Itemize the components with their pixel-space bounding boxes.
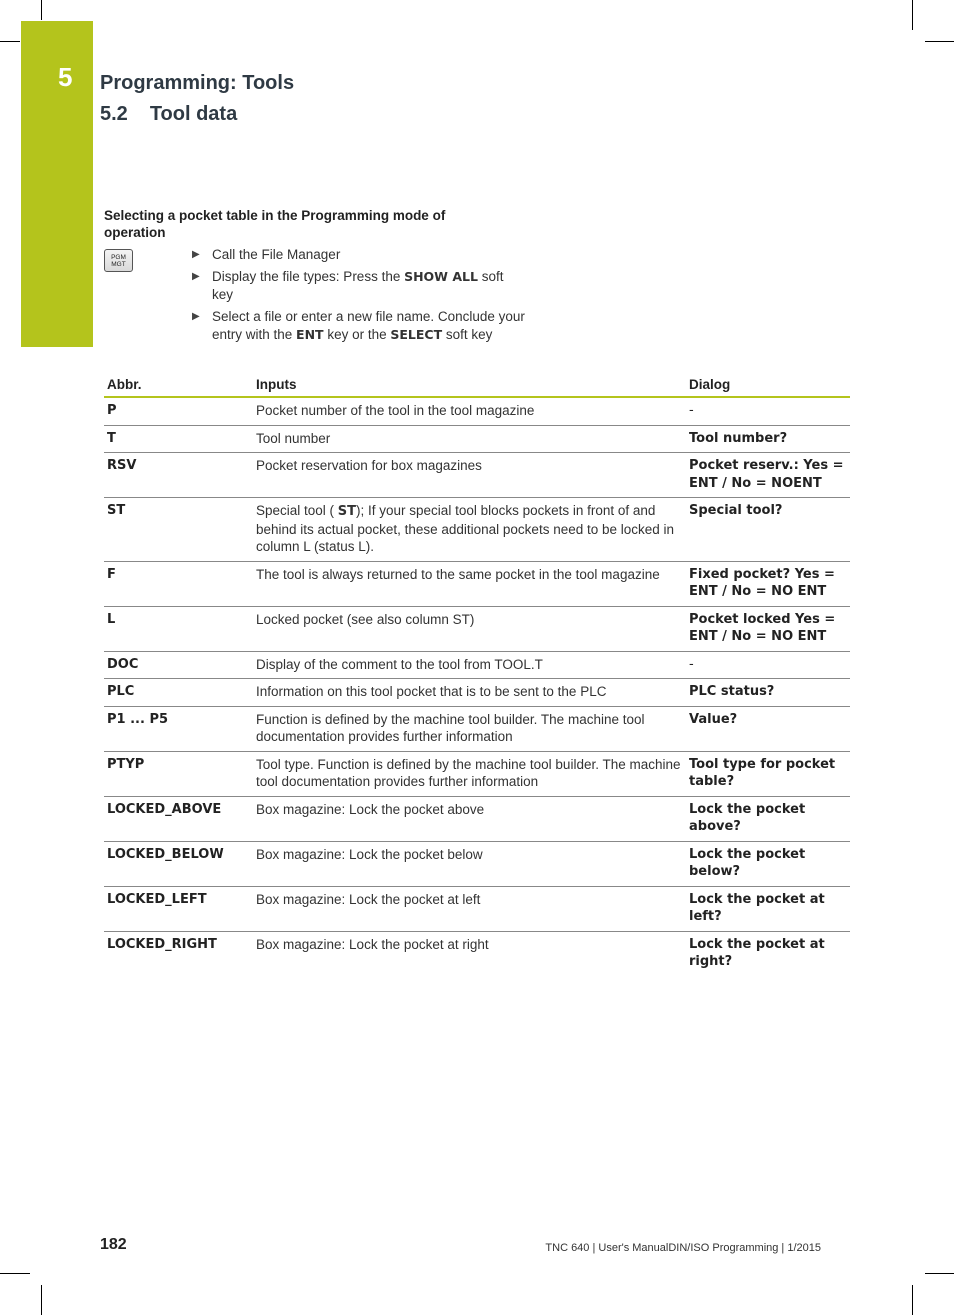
cell-abbr: LOCKED_LEFT: [104, 886, 253, 931]
cell-abbr: ST: [104, 498, 253, 562]
table-row: [104, 397, 850, 425]
table-row: [104, 425, 850, 453]
step-text: soft key: [212, 269, 504, 302]
cell-abbr: LOCKED_BELOW: [104, 841, 253, 886]
cell-dialog: -: [686, 651, 850, 679]
step-list: [192, 246, 527, 348]
table-row: [104, 841, 850, 886]
cell-dialog: Lock the pocket at right?: [689, 936, 825, 969]
crop-mark: [0, 41, 20, 42]
cell-abbr: RSV: [104, 453, 253, 498]
page-number: 182: [100, 1236, 127, 1253]
step-item: [192, 246, 527, 264]
cell-inputs: Function is defined by the machine tool builder. The machine tool documentation provides further information: [253, 706, 686, 751]
cell-dialog: -: [686, 397, 850, 425]
softkey-name: SELECT: [390, 327, 443, 342]
arrow-right-icon: ▶: [192, 271, 200, 282]
step-text: key or the: [323, 327, 391, 342]
crop-mark: [925, 41, 954, 42]
cell-dialog: Special tool?: [686, 498, 850, 562]
table-row: [104, 751, 850, 796]
cell-text: Special tool (: [256, 503, 338, 518]
table-row: [104, 886, 850, 931]
softkey-name: SHOW ALL: [404, 269, 478, 284]
arrow-right-icon: ▶: [192, 249, 200, 260]
cell-inputs: Tool type. Function is defined by the machine tool builder. The machine tool documentation provides further information: [253, 751, 686, 796]
cell-dialog: Tool type for pocket table?: [686, 751, 850, 796]
cell-dialog: Fixed pocket? Yes = ENT / No = NO ENT: [686, 561, 850, 606]
cell-inputs: Tool number: [253, 425, 686, 453]
key-name: ENT: [296, 327, 324, 342]
table-header-row: [104, 373, 850, 397]
section-title: Tool data: [149, 103, 238, 125]
cell-inputs: Box magazine: Lock the pocket above: [253, 796, 686, 841]
cell-inputs: The tool is always returned to the same pocket in the tool magazine: [253, 561, 686, 606]
pocket-table-columns: [104, 373, 850, 976]
cell-inputs: Box magazine: Lock the pocket at right: [256, 936, 489, 952]
crop-mark: [925, 1273, 954, 1274]
table-row: [104, 498, 850, 562]
table-row: [104, 796, 850, 841]
table-row: [104, 606, 850, 651]
step-text: Call the File Manager: [212, 247, 341, 262]
cell-inputs: Locked pocket (see also column ST): [253, 606, 686, 651]
key-label-line1: PGM: [111, 253, 126, 261]
footer-text: TNC 640 | User's ManualDIN/ISO Programming | 1/2015: [545, 1242, 821, 1254]
subheading: Selecting a pocket table in the Programming mode of operation: [104, 208, 446, 240]
cell-abbr: T: [104, 425, 253, 453]
arrow-right-icon: ▶: [192, 311, 200, 322]
step-text: soft key: [442, 327, 493, 342]
cell-dialog: PLC status?: [686, 679, 850, 707]
crop-mark: [41, 0, 42, 20]
cell-abbr: L: [104, 606, 253, 651]
table-row: [104, 453, 850, 498]
section-number: 5.2: [100, 103, 128, 125]
cell-dialog: Lock the pocket at left?: [686, 886, 850, 931]
chapter-title: Programming: Tools: [100, 72, 295, 94]
cell-inputs: Box magazine: Lock the pocket below: [253, 841, 686, 886]
cell-abbr: P1 ... P5: [104, 706, 253, 751]
crop-mark: [912, 0, 913, 30]
step-text: Select a file or enter a new file name. Conclude your entry with the: [212, 309, 525, 342]
section-heading: [100, 103, 237, 126]
cell-abbr: DOC: [104, 651, 253, 679]
chapter-number: 5: [58, 62, 73, 92]
header-inputs: Inputs: [253, 373, 686, 397]
cell-abbr: LOCKED_RIGHT: [107, 936, 217, 952]
cell-abbr: PLC: [104, 679, 253, 707]
cell-bold-text: ST: [337, 504, 357, 519]
table-row: [104, 679, 850, 707]
cell-dialog: Pocket reserv.: Yes = ENT / No = NOENT: [686, 453, 850, 498]
pgm-mgt-key-icon: [104, 249, 133, 272]
table-row: [104, 706, 850, 751]
cell-abbr: F: [104, 561, 253, 606]
crop-mark: [912, 1285, 913, 1315]
cell-inputs: Display of the comment to the tool from TOOL.T: [253, 651, 686, 679]
crop-mark: [41, 1285, 42, 1315]
cell-inputs: Pocket number of the tool in the tool magazine: [253, 397, 686, 425]
cell-inputs: Pocket reservation for box magazines: [253, 453, 686, 498]
cell-abbr: P: [104, 397, 253, 425]
header-dialog: Dialog: [686, 373, 850, 397]
cell-dialog: Pocket locked Yes = ENT / No = NO ENT: [686, 606, 850, 651]
table-row: [104, 561, 850, 606]
cell-abbr: LOCKED_ABOVE: [104, 796, 253, 841]
table-row: [104, 931, 850, 976]
cell-dialog: Value?: [686, 706, 850, 751]
cell-dialog: Tool number?: [686, 425, 850, 453]
cell-text: ); If your special tool blocks pockets in front of and behind its actual pocket, these additional pockets need to be locked in column L (status L).: [256, 503, 675, 554]
cell-inputs: Information on this tool pocket that is to be sent to the PLC: [253, 679, 686, 707]
crop-mark: [0, 1273, 30, 1274]
step-text: Display the file types: Press the: [212, 269, 405, 284]
table-row: [104, 651, 850, 679]
cell-dialog: Lock the pocket above?: [686, 796, 850, 841]
cell-abbr: PTYP: [104, 751, 253, 796]
cell-dialog: Lock the pocket below?: [686, 841, 850, 886]
step-item: [192, 268, 527, 304]
cell-inputs: [253, 498, 686, 562]
chapter-tab: [21, 21, 93, 347]
step-item: [192, 308, 527, 344]
header-abbr: Abbr.: [104, 373, 253, 397]
cell-inputs: Box magazine: Lock the pocket at left: [253, 886, 686, 931]
key-label-line2: MGT: [111, 260, 126, 268]
